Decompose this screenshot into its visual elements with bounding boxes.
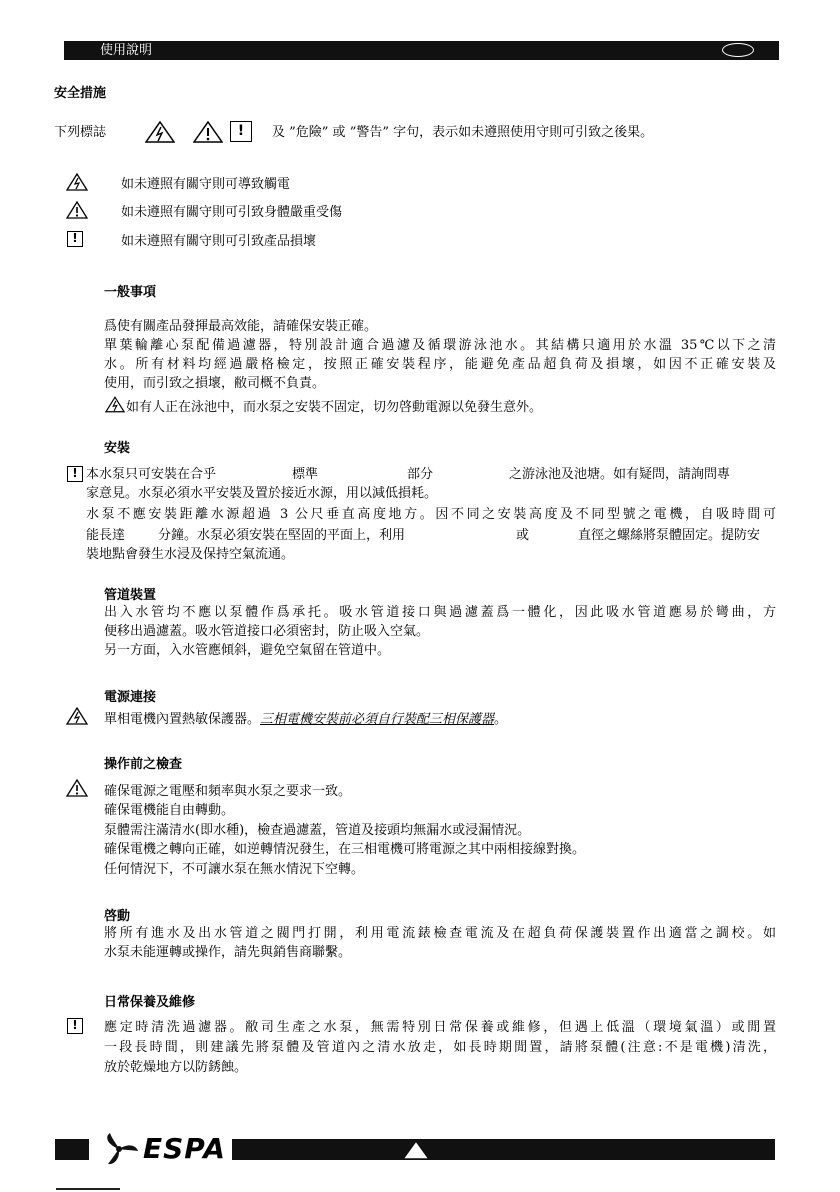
footer-square (55, 1139, 89, 1160)
legend-caution-text: 如未遵照有關守則可引致產品損壞 (121, 234, 317, 249)
piping-line-2: 便移出過濾蓋。吸水管道接口必須密封，防止吸入空氣。 (104, 624, 430, 639)
install-line-1d: 之游泳池及池塘。如有疑問，請詢問專 (509, 467, 731, 482)
caution-box-icon: ! (67, 231, 83, 247)
start-title: 啓動 (104, 909, 131, 924)
power-line (104, 710, 507, 729)
precheck-line-5: 任何情況下，不可讓水泵在無水情況下空轉。 (104, 862, 365, 877)
install-line-1c: 部分 (407, 467, 434, 482)
electric-hazard-icon (66, 173, 88, 191)
safety-title: 安全措施 (54, 86, 107, 101)
electric-hazard-icon (105, 396, 125, 413)
install-title: 安裝 (104, 441, 131, 456)
install-line-3: 水泵不應安裝距離水源超過 3 公尺垂直高度地方。因不同之安裝高度及不同型號之電機，自吸時間可 (86, 507, 776, 522)
power-end: 。 (494, 712, 508, 727)
install-line-1b: 標準 (292, 467, 319, 482)
maintenance-line-2: 一段長時間，則建議先將泵體及管道內之清水放走，如長時期閒置，請將泵體(注意:不是電機)清洗， (104, 1040, 776, 1055)
espa-logo-text: ESPA (143, 1132, 226, 1165)
footer-triangle-icon (402, 1140, 430, 1160)
general-line-3: 水。所有材料均經過嚴格檢定，按照正確安裝程序，能避免產品超負荷及損壞，如因不正確安裝及 (104, 357, 776, 372)
footer-bar (232, 1139, 775, 1160)
header-title: 使用說明 (100, 43, 153, 58)
legend-electric-text: 如未遵照有關守則可導致觸電 (121, 177, 291, 192)
general-line-1: 爲使有關產品發揮最高效能，請確保安裝正確。 (104, 319, 378, 334)
install-line-2: 家意見。水泵必須水平安裝及置於接近水源，用以減低損耗。 (86, 486, 438, 501)
start-line-1: 將所有進水及出水管道之閥門打開，利用電流錶檢查電流及在超負荷保護裝置作出適當之調校。如 (104, 926, 776, 941)
piping-line-3: 另一方面，入水管應傾斜，避免空氣留在管道中。 (104, 643, 391, 658)
language-badge-icon (722, 43, 754, 57)
warning-triangle-icon (66, 201, 88, 219)
precheck-line-1: 確保電源之電壓和頻率與水泵之要求一致。 (104, 784, 352, 799)
install-line-4a: 能長達 (86, 528, 126, 543)
caution-box-icon: ! (230, 121, 252, 142)
warning-triangle-icon (193, 121, 223, 143)
install-line-4d: 直徑之螺絲將泵體固定。提防安 (578, 528, 761, 543)
safety-intro-prefix: 下列標誌 (54, 125, 107, 140)
precheck-line-4: 確保電機之轉向正確，如逆轉情況發生，在三相電機可將電源之其中兩相接線對換。 (104, 842, 586, 857)
power-text: 單相電機內置熱敏保護器。 (104, 712, 261, 727)
legend-warning-text: 如未遵照有關守則可引致身體嚴重受傷 (121, 205, 343, 220)
precheck-line-3: 泵體需注滿清水(即水種)，檢查過濾蓋，管道及接頭均無漏水或浸漏情況。 (104, 823, 531, 838)
general-line-2: 單葉輪離心泵配備過濾器，特別設計適合過濾及循環游泳池水。其結構只適用於水溫 35℃以下之清 (104, 338, 776, 353)
caution-box-icon: ! (67, 1018, 83, 1034)
bottom-rule (56, 1188, 120, 1190)
general-title: 一般事項 (104, 285, 157, 300)
install-line-5: 裝地點會發生水浸及保持空氣流通。 (86, 547, 295, 562)
caution-box-icon: ! (67, 466, 83, 482)
power-title: 電源連接 (104, 690, 157, 705)
install-line-1a: 本水泵只可安裝在合乎 (86, 467, 217, 482)
safety-intro-suffix: 及 ”危險” 或 ”警告” 字句，表示如未遵照使用守則可引致之後果。 (272, 125, 654, 140)
electric-hazard-icon (66, 707, 88, 725)
header-bar (64, 41, 779, 60)
install-line-4c: 或 (516, 528, 530, 543)
piping-title: 管道裝置 (104, 588, 157, 603)
precheck-line-2: 確保電機能自由轉動。 (104, 803, 235, 818)
general-line-4: 使用，而引致之損壞，敝司概不負責。 (104, 376, 326, 391)
maintenance-line-1: 應定時清洗過濾器。敝司生產之水泵，無需特別日常保養或維修，但遇上低溫（環境氣溫）或閒置 (104, 1020, 776, 1035)
warning-triangle-icon (66, 779, 88, 797)
power-emphasis: 三相電機安裝前必須自行裝配三相保護器 (260, 712, 495, 727)
espa-logo-icon (98, 1131, 140, 1167)
maintenance-line-3: 放於乾燥地方以防銹蝕。 (104, 1060, 248, 1075)
general-warning: 如有人正在泳池中，而水泵之安裝不固定，切勿啓動電源以免發生意外。 (126, 400, 543, 415)
electric-hazard-icon (145, 121, 175, 143)
start-line-2: 水泵未能運轉或操作，請先與銷售商聯繫。 (104, 945, 352, 960)
piping-line-1: 出入水管均不應以泵體作爲承托。吸水管道接口與過濾蓋爲一體化，因此吸水管道應易於彎曲，方 (104, 605, 776, 620)
precheck-title: 操作前之檢查 (104, 757, 183, 772)
maintenance-title: 日常保養及維修 (104, 995, 196, 1010)
install-line-4b: 分鐘。水泵必須安裝在堅固的平面上，利用 (158, 528, 406, 543)
